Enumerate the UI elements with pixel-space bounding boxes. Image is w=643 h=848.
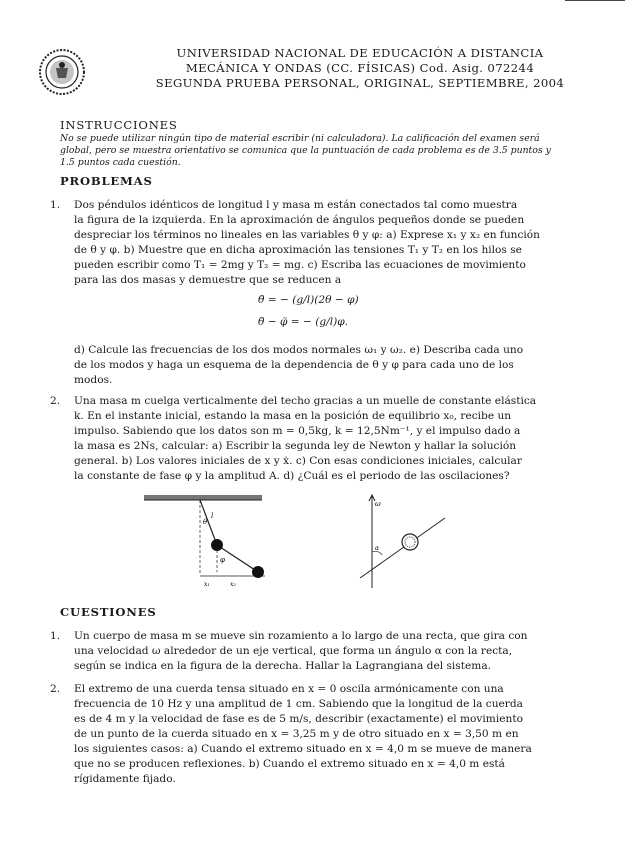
- header-line-university: UNIVERSIDAD NACIONAL DE EDUCACIÓN A DISTANCIA: [176, 46, 544, 60]
- top-rule: [565, 0, 625, 1]
- problem-2-line: la constante de fase φ y la amplitud A. d) ¿Cuál es el periodo de las oscilaciones?: [74, 470, 510, 482]
- question-2-line: los siguientes casos: a) Cuando el extremo situado en x = 4,0 m se mueve de manera: [74, 743, 532, 755]
- pendulum-mass-1: [211, 539, 223, 551]
- problem-1-line: para las dos masas y demuestre que se reducen a: [74, 274, 342, 286]
- length-label: l: [211, 512, 214, 520]
- problem-1-number: 1.: [50, 199, 61, 211]
- question-2-line: rígidamente fijado.: [74, 773, 176, 785]
- pendulum-mass-2: [252, 566, 264, 578]
- instructions-line-1: No se puede utilizar ningún tipo de material escribir (ni calculadora). La calificación del examen será: [60, 133, 540, 144]
- questions-title: CUESTIONES: [60, 605, 157, 619]
- header-line-exam: SEGUNDA PRUEBA PERSONAL, ORIGINAL, SEPTIEMBRE, 2004: [155, 76, 565, 90]
- x2-label: x₂: [230, 581, 236, 588]
- equation-2: θ̈ − φ̈ = − (g/l)φ.: [258, 316, 349, 328]
- theta-label: θ: [203, 518, 208, 526]
- problem-2-line: Una masa m cuelga verticalmente del techo gracias a un muelle de constante elástica: [74, 395, 537, 407]
- question-2-line: que no se producen reflexiones. b) Cuando el extremo situado en x = 4,0 m está: [74, 758, 506, 770]
- problem-1-line: pueden escribir como T₁ = 2mg y T₂ = mg. c) Escriba las ecuaciones de movimiento: [74, 259, 526, 271]
- rotating-rod-figure: [355, 492, 465, 592]
- university-seal-logo: [38, 48, 86, 96]
- problem-2-line: la masa es 2Ns, calcular: a) Escribir la segunda ley de Newton y hallar la solución: [74, 440, 517, 452]
- instructions-title: INSTRUCCIONES: [60, 118, 178, 132]
- alpha-label: α: [375, 545, 380, 552]
- question-2-number: 2.: [50, 683, 61, 695]
- instructions-line-2: global, pero se muestra orientativo se comunica que la puntuación de cada problema es de 3.5 puntos y: [60, 145, 551, 156]
- question-1-line: una velocidad ω alrededor de un eje vertical, que forma un ángulo α con la recta,: [74, 645, 513, 657]
- problem-2-number: 2.: [50, 395, 61, 407]
- problem-1-line: modos.: [74, 374, 113, 386]
- problem-1-line: de θ y φ. b) Muestre que en dicha aproximación las tensiones T₁ y T₂ en los hilos se: [74, 244, 522, 256]
- problem-1-line: despreciar los términos no lineales en las variables θ y φ: a) Exprese x₁ y x₂ en función: [74, 229, 541, 241]
- question-1-number: 1.: [50, 630, 61, 642]
- question-1-line: según se indica en la figura de la derecha. Hallar la Lagrangiana del sistema.: [74, 660, 491, 672]
- problem-2-line: k. En el instante inicial, estando la masa en la posición de equilibrio x₀, recibe un: [74, 410, 512, 422]
- problems-title: PROBLEMAS: [60, 174, 153, 188]
- bead-mass: [402, 534, 418, 550]
- problem-1-line: la figura de la izquierda. En la aproximación de ángulos pequeños donde se pueden: [74, 214, 525, 226]
- double-pendulum-figure: [140, 490, 300, 590]
- omega-label: ω: [375, 500, 381, 508]
- instructions-line-3: 1.5 puntos cada cuestión.: [60, 157, 181, 168]
- equation-1: θ̈ = − (g/l)(2θ − φ): [258, 294, 359, 306]
- phi-label: φ: [220, 556, 225, 564]
- question-1-line: Un cuerpo de masa m se mueve sin rozamiento a lo largo de una recta, que gira con: [74, 630, 528, 642]
- x1-label: x₁: [204, 581, 210, 588]
- problem-1-line: de los modos y haga un esquema de la dependencia de θ y φ para cada uno de los: [74, 359, 514, 371]
- problem-1-line: d) Calcule las frecuencias de los dos modos normales ω₁ y ω₂. e) Describa cada uno: [74, 344, 524, 356]
- header-line-course: MECÁNICA Y ONDAS (CC. FÍSICAS) Cod. Asig. 072244: [185, 61, 535, 75]
- question-2-line: es de 4 m y la velocidad de fase es de 5 m/s, describir (exactamente) el movimiento: [74, 713, 523, 725]
- problem-2-line: general. b) Los valores iniciales de x y ẋ. c) Con esas condiciones iniciales, calcular: [74, 455, 522, 467]
- question-2-line: El extremo de una cuerda tensa situado en x = 0 oscila armónicamente con una: [74, 683, 504, 695]
- problem-2-line: impulso. Sabiendo que los datos son m = 0,5kg, k = 12,5Nm⁻¹, y el impulso dado a: [74, 425, 521, 437]
- question-2-line: de un punto de la cuerda situado en x = 3,25 m y de otro situado en x = 3,50 m en: [74, 728, 519, 740]
- question-2-line: frecuencia de 10 Hz y una amplitud de 1 cm. Sabiendo que la longitud de la cuerda: [74, 698, 523, 710]
- problem-1-line: Dos péndulos idénticos de longitud l y masa m están conectados tal como muestra: [74, 199, 518, 211]
